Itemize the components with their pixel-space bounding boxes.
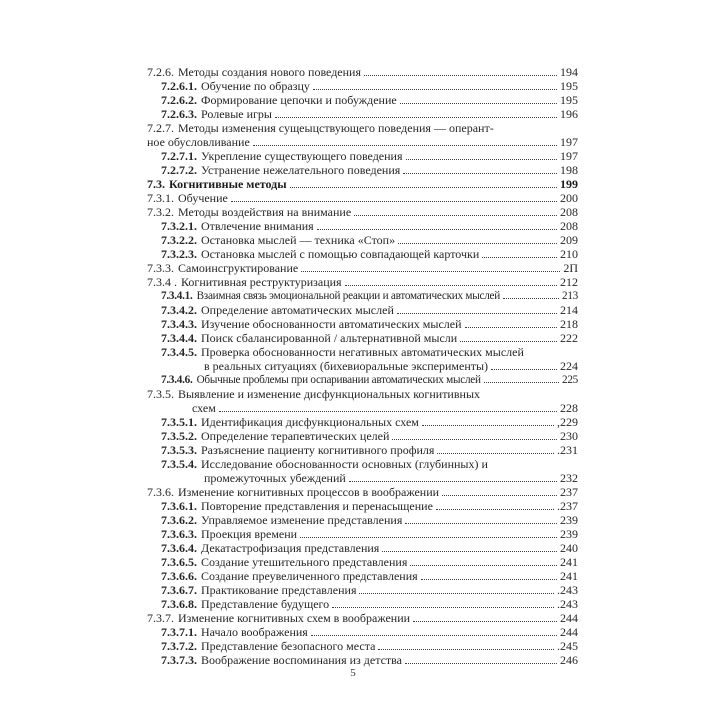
toc-entry [147, 289, 578, 303]
toc-entry-number: 7.3.5.4. [161, 457, 197, 471]
dot-leader [437, 453, 554, 454]
toc-entry-number: 7.2.6.1. [161, 79, 197, 93]
toc-entry-page: .243 [557, 583, 578, 597]
toc-entry [147, 345, 578, 359]
toc-entry-title: Идентификация дисфункциональных схем [201, 415, 419, 429]
dot-leader [460, 341, 557, 342]
dot-leader [465, 327, 557, 328]
dot-leader [398, 243, 557, 244]
toc-entry [147, 191, 578, 205]
toc-entry-title: Методы изменения сущеыцствующего поведения — оперант- [178, 121, 494, 135]
dot-leader [405, 523, 557, 524]
toc-entry [147, 611, 578, 625]
toc-entry-title: в реальных ситуациях (бихевиоральные эксперименты) [204, 359, 489, 373]
toc-entry-page: 199 [560, 177, 578, 191]
dot-leader [313, 89, 557, 90]
toc-entry-title: Представление безопасного места [201, 639, 376, 653]
toc-entry-number: 7.3.7. [147, 611, 174, 625]
toc-entry-title: Обычные проблемы при оспаривании автоматических мыслей [196, 374, 481, 386]
dot-leader [482, 257, 557, 258]
toc-entry [147, 513, 578, 527]
toc-entry-title: Изучение обоснованности автоматических мыслей [201, 317, 462, 331]
toc-entry-page: 210 [560, 247, 578, 261]
dot-leader [400, 103, 557, 104]
dot-leader [405, 663, 557, 664]
toc-entry-number: 7.3.4.6. [161, 374, 193, 386]
dot-leader [290, 187, 557, 188]
toc-entry-title: Когнитивные методы [169, 177, 287, 191]
dot-leader [300, 537, 557, 538]
toc-entry-title: Создание преувеличенного представления [201, 569, 418, 583]
toc-entry [147, 387, 578, 401]
toc-entry-number: 7.2.6. [147, 65, 174, 79]
toc-entry-title: Воображение воспоминания из детства [201, 653, 402, 667]
toc-entry [147, 583, 578, 597]
dot-leader [332, 607, 554, 608]
toc-entry-number: 7.3.4.1. [161, 290, 193, 302]
toc-entry-number: 7.3.4 . [147, 275, 177, 289]
toc-entry-number: 7.2.6.3. [161, 107, 197, 121]
toc-entry-title: Методы создания нового поведения [178, 65, 361, 79]
toc-entry-page: 209 [560, 233, 578, 247]
toc-entry-page: ,229 [557, 415, 578, 429]
toc-entry [147, 597, 578, 611]
toc-entry [147, 359, 578, 373]
toc-entry-page: 198 [560, 163, 578, 177]
toc-entry-page: 237 [560, 485, 578, 499]
toc-entry [147, 247, 578, 261]
toc-entry-number: 7.3. [147, 177, 165, 191]
toc-entry-page: 212 [560, 275, 578, 289]
toc-entry-page: .231 [557, 443, 578, 457]
toc-entry-page: 214 [560, 303, 578, 317]
toc-entry-number: 7.3.6.8. [161, 597, 197, 611]
dot-leader [359, 593, 554, 594]
dot-leader [403, 173, 557, 174]
toc-entry-title: Разъяснение пациенту когнитивного профиля [201, 443, 435, 457]
toc-entry [147, 163, 578, 177]
toc-entry-title: Управляемое изменение представления [201, 513, 403, 527]
toc-entry-number: 7.3.4.4. [161, 331, 197, 345]
toc-entry-title: Обучение [178, 191, 228, 205]
toc-entry [147, 415, 578, 429]
toc-entry-title: Декатастрофизация представления [201, 541, 380, 555]
toc-entry-page: 241 [560, 555, 578, 569]
toc-entry-number: 7.3.4.5. [161, 345, 197, 359]
toc-entry-page: 208 [560, 219, 578, 233]
toc-entry [147, 219, 578, 233]
toc-entry-page: 228 [560, 401, 578, 415]
toc-entry-title: Устранение нежелательного поведения [201, 163, 401, 177]
toc-entry-title: Определение терапевтических целей [201, 429, 390, 443]
toc-entry-title: Поиск сбалансированной / альтернативной мысли [201, 331, 458, 345]
toc-entry [147, 555, 578, 569]
toc-entry-number: 7.3.2.1. [161, 219, 197, 233]
toc-entry-page: 194 [560, 65, 578, 79]
toc-entry-page: .237 [557, 499, 578, 513]
dot-leader [317, 229, 557, 230]
toc-entry-title: Проекция времени [201, 527, 298, 541]
toc-entry [147, 177, 578, 191]
toc-entry-number: 7.3.7.2. [161, 639, 197, 653]
toc-entry-title: Изменение когнитивных процессов в воображении [178, 485, 440, 499]
toc-entry-title: Определение автоматических мыслей [201, 303, 394, 317]
toc-entry-number: 7.3.3. [147, 261, 174, 275]
toc-entry-number: 7.2.7.2. [161, 163, 197, 177]
dot-leader [491, 369, 557, 370]
toc-entry [147, 121, 578, 135]
dot-leader [436, 509, 554, 510]
toc-entry-title: Методы воздействия на внимание [178, 205, 352, 219]
toc-entry-page: 196 [560, 107, 578, 121]
toc-entry-title: Формирование цепочки и побуждение [201, 93, 397, 107]
toc-entry-page: 200 [560, 191, 578, 205]
dot-leader [503, 298, 559, 299]
toc-entry-title: Начало воображения [201, 625, 308, 639]
toc-entry-title: Остановка мыслей — техника «Стоп» [201, 233, 396, 247]
toc-entry-page: 239 [560, 513, 578, 527]
dot-leader [354, 215, 557, 216]
toc-entry-title: Укрепление существующего поведения [201, 149, 403, 163]
toc-entry-number: 7.3.2. [147, 205, 174, 219]
toc-entry-title: Практикование представления [201, 583, 357, 597]
toc-entry [147, 625, 578, 639]
toc-entry-title: Выявление и изменение дисфункциональных когнитивных [178, 387, 481, 401]
toc-entry [147, 261, 578, 275]
dot-leader [406, 159, 558, 160]
toc-entry-page: 218 [560, 317, 578, 331]
toc-entry-page: .243 [557, 597, 578, 611]
toc-entry-number: 7.3.6.3. [161, 527, 197, 541]
dot-leader [301, 271, 560, 272]
dot-leader [442, 495, 557, 496]
toc-entry-number: 7.3.6.5. [161, 555, 197, 569]
toc-entry-number: 7.3.5.2. [161, 429, 197, 443]
toc-entry [147, 653, 578, 667]
toc-entry-title: Взаимная связь эмоциональной реакции и автоматических мыслей [196, 290, 501, 302]
dot-leader [382, 551, 557, 552]
toc-entry-number: 7.2.7.1. [161, 149, 197, 163]
toc-entry [147, 569, 578, 583]
dot-leader [392, 439, 557, 440]
toc-entry-page: 197 [560, 135, 578, 149]
dot-leader [345, 285, 557, 286]
toc-entry-page: 232 [560, 471, 578, 485]
toc-entry [147, 275, 578, 289]
toc-entry-number: 7.3.6.1. [161, 499, 197, 513]
toc-entry-title: Создание утешительного представления [201, 555, 408, 569]
toc-entry-title: Повторение представления и перенасыщение [201, 499, 433, 513]
toc-entry-page: 213 [561, 290, 578, 302]
toc-entry [147, 303, 578, 317]
toc-entry-title: Когнитивная реструктуризация [181, 275, 342, 289]
toc-entry-title: Отвлечение внимания [201, 219, 314, 233]
toc-entry-number: 7.3.6.4. [161, 541, 197, 555]
toc-entry [147, 457, 578, 471]
toc-entry-page: 222 [560, 331, 578, 345]
toc-entry-number: 7.3.6.7. [161, 583, 197, 597]
toc-entry-title: Исследование обоснованности основных (глубинных) и [201, 457, 488, 471]
dot-leader [410, 565, 557, 566]
dot-leader [231, 201, 557, 202]
toc-entry [147, 93, 578, 107]
toc-entry-page: 239 [560, 527, 578, 541]
toc-entry-page: 197 [560, 149, 578, 163]
toc-entry [147, 65, 578, 79]
toc-entry-title: Изменение когнитивных схем в воображении [178, 611, 411, 625]
toc-entry [147, 317, 578, 331]
toc-entry-title: Проверка обоснованности негативных автоматических мыслей [201, 345, 524, 359]
toc-entry-page: .245 [557, 639, 578, 653]
dot-leader [413, 621, 557, 622]
toc-entry [147, 149, 578, 163]
toc-entry [147, 429, 578, 443]
toc-entry-number: 7.2.7. [147, 121, 174, 135]
toc-entry [147, 79, 578, 93]
toc-entry [147, 373, 578, 387]
toc-entry [147, 541, 578, 555]
dot-leader [484, 382, 559, 383]
dot-leader [349, 481, 557, 482]
toc-entry-title: Самоинсгруктирование [178, 261, 299, 275]
toc-entry-title: Ролевые игры [201, 107, 272, 121]
toc-entry-page: 246 [560, 653, 578, 667]
dot-leader [378, 649, 554, 650]
toc-entry-number: 7.3.6. [147, 485, 174, 499]
toc-entry [147, 485, 578, 499]
toc-entry [147, 401, 578, 415]
page-number: 5 [350, 667, 356, 679]
toc-entry-title: Обучение по образцу [201, 79, 310, 93]
toc-entry-number: 7.3.7.3. [161, 653, 197, 667]
toc-entry-page: 224 [560, 359, 578, 373]
toc-entry-number: 7.2.6.2. [161, 93, 197, 107]
toc-entry-number: 7.3.2.2. [161, 233, 197, 247]
toc-entry-number: 7.3.5. [147, 387, 174, 401]
toc-entry [147, 107, 578, 121]
toc-entry-page: 241 [560, 569, 578, 583]
dot-leader [422, 425, 554, 426]
toc-entry-number: 7.3.7.1. [161, 625, 197, 639]
dot-leader [275, 117, 557, 118]
toc-entry [147, 527, 578, 541]
toc-entry-page: 2П [563, 261, 578, 275]
toc-entry [147, 233, 578, 247]
dot-leader [421, 579, 557, 580]
dot-leader [397, 313, 557, 314]
toc-entry-number: 7.3.4.3. [161, 317, 197, 331]
toc-entry-title: схем [192, 401, 216, 415]
toc-entry-number: 7.3.6.2. [161, 513, 197, 527]
toc-entry [147, 443, 578, 457]
dot-leader [311, 635, 557, 636]
toc-entry-number: 7.3.4.2. [161, 303, 197, 317]
toc-entry-number: 7.3.6.6. [161, 569, 197, 583]
toc-entry-number: 7.3.1. [147, 191, 174, 205]
toc-entry [147, 499, 578, 513]
toc-entry-number: 7.3.5.1. [161, 415, 197, 429]
toc-entry-page: 208 [560, 205, 578, 219]
dot-leader [364, 75, 557, 76]
toc-entry-page: 225 [561, 374, 578, 386]
toc-entry-page: 195 [560, 93, 578, 107]
dot-leader [253, 145, 557, 146]
toc-entry [147, 135, 578, 149]
toc-entry-title: Представление будущего [201, 597, 330, 611]
toc-entry-title: промежуточных убеждений [204, 471, 346, 485]
toc-entry-page: 240 [560, 541, 578, 555]
toc-entry [147, 639, 578, 653]
dot-leader [219, 411, 557, 412]
toc-entry-page: 244 [560, 625, 578, 639]
toc-entry-page: 230 [560, 429, 578, 443]
toc-entry-title: ное обусловливание [147, 135, 250, 149]
toc-list [147, 65, 578, 667]
toc-entry-page: 195 [560, 79, 578, 93]
toc-entry-number: 7.3.5.3. [161, 443, 197, 457]
toc-entry-number: 7.3.2.3. [161, 247, 197, 261]
toc-entry [147, 331, 578, 345]
toc-entry [147, 471, 578, 485]
toc-entry [147, 205, 578, 219]
toc-entry-title: Остановка мыслей с помощью совпадающей карточки [201, 247, 480, 261]
toc-entry-page: 244 [560, 611, 578, 625]
